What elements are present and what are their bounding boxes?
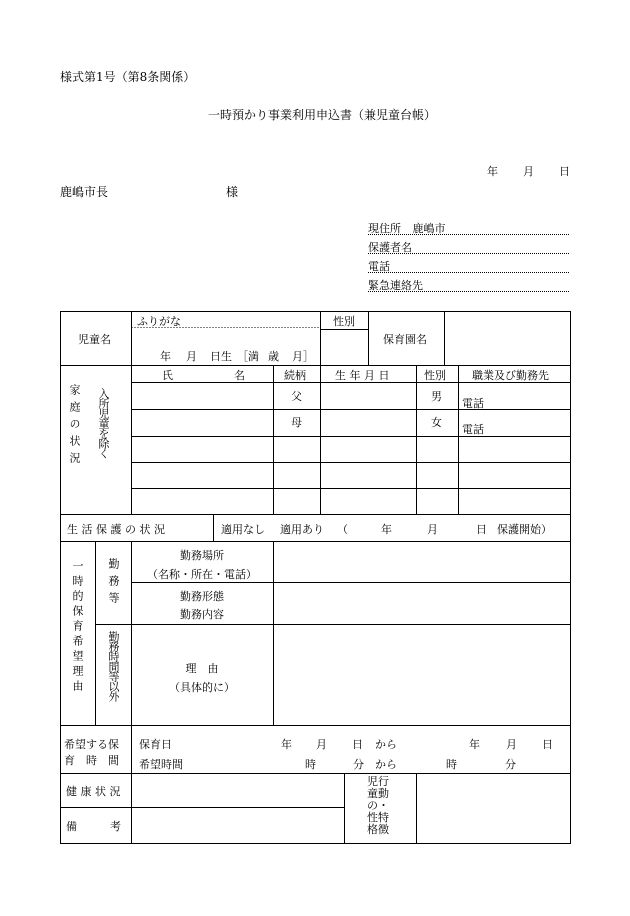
relation-mother: 母 — [291, 416, 302, 429]
header-birthdate: 生 年 月 日 — [335, 369, 390, 382]
phone-label-mother: 電話 — [462, 423, 484, 436]
care-date-day: 日 — [352, 738, 363, 751]
behavior-label-line-5: 格徴 — [367, 823, 389, 836]
addressee-sama: 様 — [226, 185, 239, 199]
schedule-label-1: 希望する保 — [64, 738, 119, 751]
welfare-label: 生 活 保 護 の 状 況 — [67, 523, 165, 536]
age-month-label: 月］ — [292, 350, 314, 363]
header-name-1: 氏 — [162, 369, 173, 382]
sex-female: 女 — [431, 416, 442, 429]
care-date-month-2: 月 — [506, 738, 517, 751]
child-sex-label: 性別 — [333, 315, 355, 328]
family-birthdates-input[interactable] — [321, 383, 416, 514]
remarks-label: 備 考 — [66, 820, 121, 833]
age-open-label: ［満 — [237, 350, 259, 363]
welfare-start: 保護開始） — [497, 523, 552, 536]
care-time-from: から — [375, 758, 397, 771]
form-title: 一時預かり事業利用申込書（兼児童台帳） — [208, 108, 437, 122]
care-date-year: 年 — [281, 738, 292, 751]
care-date-month: 月 — [316, 738, 327, 751]
nursery-input[interactable] — [445, 312, 570, 365]
other-reason-label-2: （具体的に） — [169, 681, 235, 694]
phone-label: 電話 — [368, 260, 390, 273]
relation-father: 父 — [291, 390, 302, 403]
address-label: 現住所 — [368, 222, 401, 235]
header-sex: 性別 — [424, 369, 446, 382]
work-place-label-2: （名称・所在・電話） — [147, 568, 257, 581]
birth-day-label: 日生 — [210, 350, 232, 363]
care-date-day-2: 日 — [542, 738, 553, 751]
family-jobs-input[interactable] — [459, 383, 570, 514]
work-form-label-1: 勤務形態 — [180, 590, 224, 603]
date-day-label: 日 — [559, 165, 570, 178]
sex-male: 男 — [431, 390, 442, 403]
behavior-label-line-1: 児行 — [367, 775, 389, 788]
work-label: 勤務等 — [107, 558, 120, 609]
behavior-label — [367, 776, 389, 836]
nursery-label: 保育園名 — [383, 333, 427, 346]
family-sub-label: 入所児童を除く — [97, 388, 110, 458]
health-label: 健 康 状 況 — [66, 785, 121, 798]
child-name-input[interactable] — [132, 329, 320, 347]
child-sex-input[interactable] — [321, 331, 368, 365]
work-place-label-1: 勤務場所 — [180, 549, 224, 562]
header-job: 職業及び勤務先 — [472, 369, 549, 382]
birth-month-label: 月 — [186, 350, 197, 363]
care-time-minute-2: 分 — [505, 758, 516, 771]
behavior-input[interactable] — [417, 774, 570, 843]
address-city: 鹿嶋市 — [412, 222, 446, 235]
behavior-label-line-2: 童動 — [367, 787, 389, 800]
welfare-paren-open: （ — [337, 523, 348, 536]
child-name-label: 児童名 — [78, 333, 111, 346]
care-time-hour-2: 時 — [446, 758, 457, 771]
emergency-label: 緊急連絡先 — [368, 279, 423, 292]
welfare-none[interactable]: 適用なし — [221, 523, 265, 536]
welfare-month: 月 — [427, 523, 438, 536]
other-label: 勤務時間等以外 — [107, 631, 120, 701]
age-sai-label: 歳 — [268, 350, 279, 363]
header-name-2: 名 — [234, 369, 245, 382]
work-form-label-2: 勤務内容 — [180, 608, 224, 621]
phone-label-father: 電話 — [462, 397, 484, 410]
addressee: 鹿嶋市長 — [60, 185, 109, 199]
schedule-label-2: 育 時 間 — [64, 754, 119, 767]
welfare-day: 日 — [476, 523, 487, 536]
other-reason-input[interactable] — [274, 625, 570, 725]
other-reason-label-1: 理 由 — [185, 662, 219, 675]
health-input[interactable] — [132, 774, 344, 807]
date-year-label: 年 — [487, 165, 498, 178]
care-time-hour: 時 — [305, 758, 316, 771]
work-form-input[interactable] — [274, 583, 570, 624]
care-time-minute: 分 — [353, 758, 364, 771]
family-section-label: 家庭の状況 — [68, 384, 81, 469]
family-names-input[interactable] — [132, 383, 273, 514]
welfare-year: 年 — [381, 523, 392, 536]
header-relation: 続柄 — [284, 369, 306, 382]
furigana-label: ふりがな — [137, 315, 181, 328]
care-date-label: 保育日 — [139, 738, 172, 751]
welfare-applied[interactable]: 適用あり — [280, 523, 324, 536]
form-number: 様式第1号（第8条関係） — [60, 70, 196, 84]
care-time-label: 希望時間 — [139, 758, 183, 771]
guardian-label: 保護者名 — [368, 241, 412, 254]
date-month-label: 月 — [523, 165, 534, 178]
remarks-input[interactable] — [132, 808, 344, 843]
behavior-label-line-3: の・ — [367, 799, 389, 812]
care-date-from: から — [375, 738, 397, 751]
behavior-label-line-4: 性特 — [367, 811, 389, 824]
care-date-year-2: 年 — [469, 738, 480, 751]
work-place-input[interactable] — [274, 542, 570, 582]
reason-section-label: 一時的保育希望理由 — [71, 560, 84, 695]
birth-year-label: 年 — [160, 350, 171, 363]
